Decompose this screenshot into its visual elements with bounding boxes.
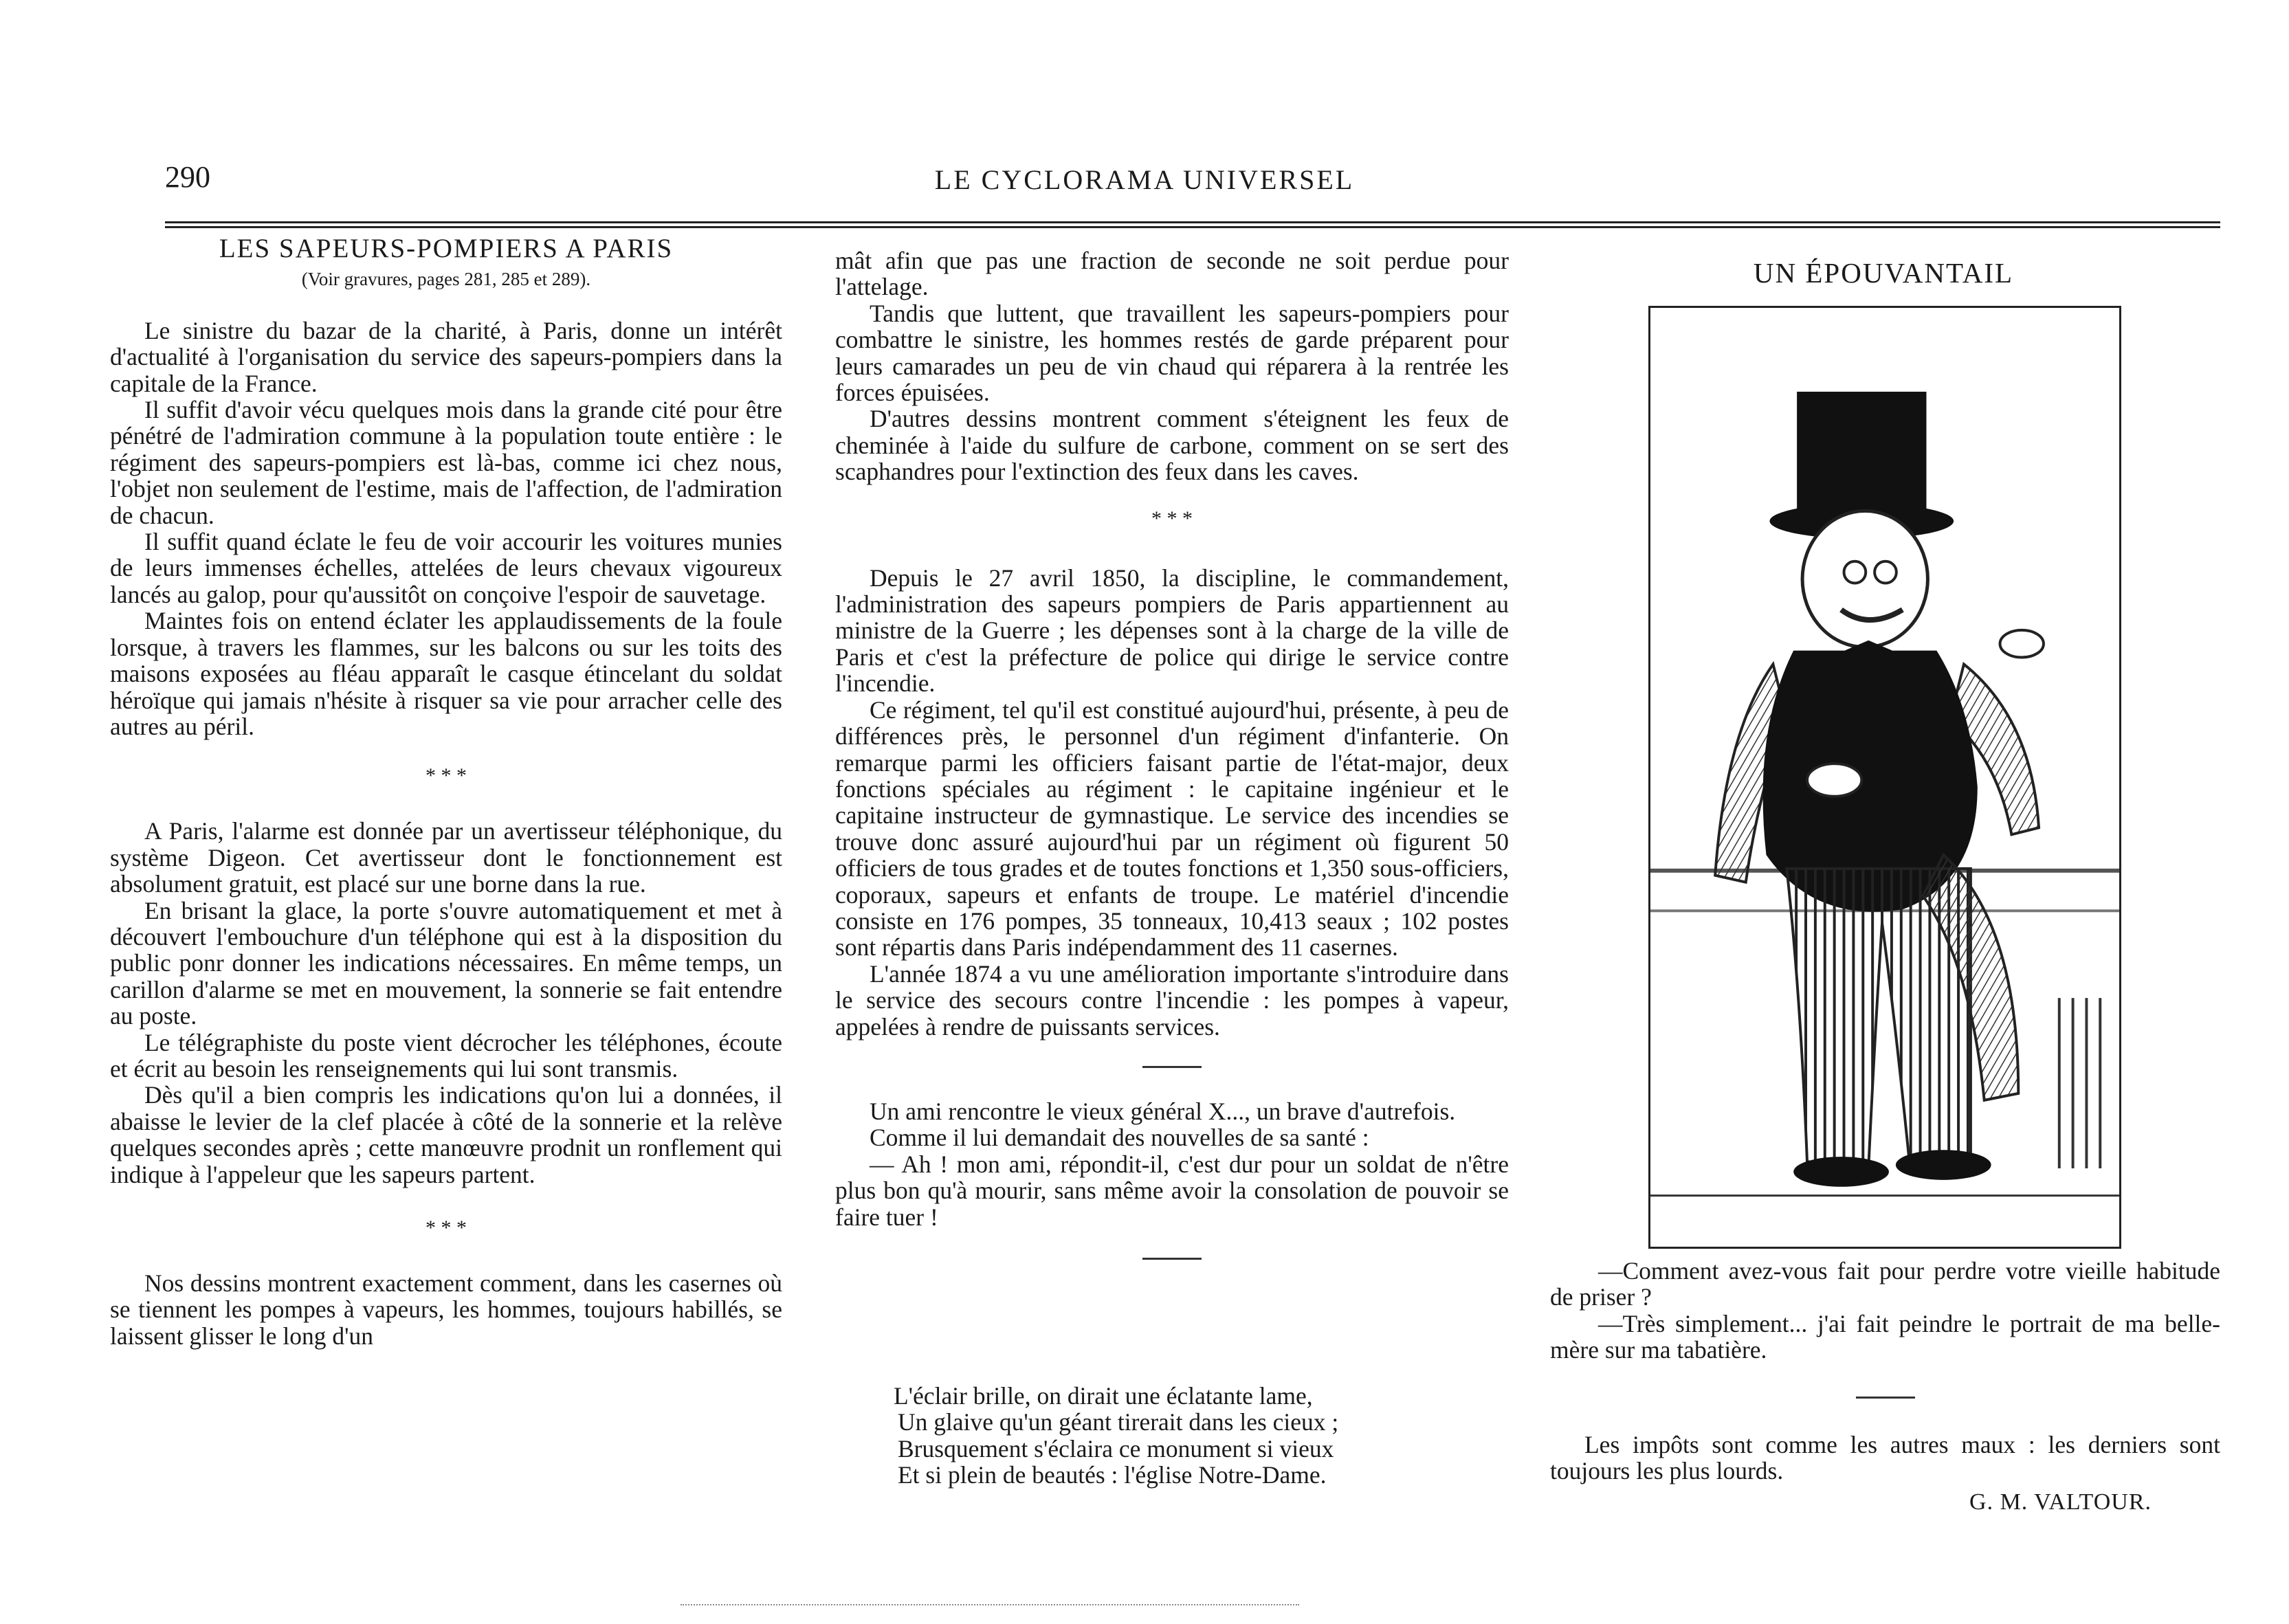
gentleman-in-top-hat-illustration bbox=[1648, 306, 2121, 1249]
poem-line: L'éclair brille, on dirait une éclatante lame, bbox=[894, 1382, 1313, 1410]
paragraph: Il suffit quand éclate le feu de voir accourir les voitures munies de leurs immenses échelles, attelées de leurs chevaux vigoureux lancés au galop, pour qu'aussitôt on conçoive l'espoir de sauvetage. bbox=[110, 528, 782, 608]
paragraph: En brisant la glace, la porte s'ouvre automatiquement et met à découvert l'embouchure d'un téléphone qui est à la disposition du public ponr donner les indications nécessaires. En même temps, un carillon d'alarme se met en mouvement, la sonnerie se fait entendre au poste. bbox=[110, 896, 782, 1030]
paragraph: A Paris, l'alarme est donnée par un avertisseur téléphonique, du système Digeon. Cet avertisseur dont le fonctionnement est absolument gratuit, est placé sur une borne dans la rue. bbox=[110, 817, 782, 898]
separator-rule bbox=[1856, 1397, 1915, 1399]
paragraph: Il suffit d'avoir vécu quelques mois dans la grande cité pour être pénétré de l'admiration commune à la population toute entière : le régiment des sapeurs-pompiers est là-bas, comme ici chez nous, l'objet non seulement de l'estime, mais de l'affection, de l'admiration de chacun. bbox=[110, 396, 782, 529]
separator-rule bbox=[1142, 1258, 1202, 1260]
poem-line: Un glaive qu'un géant tirerait dans les cieux ; bbox=[898, 1408, 1339, 1436]
paragraph: Maintes fois on entend éclater les applaudissements de la foule lorsque, à travers les flammes, sur les balcons ou sur les toits des maisons exposées au fléau apparaît le casque étincelant du soldat héroïque qui jamais n'hésite à risquer sa vie pour arracher celle des autres au péril. bbox=[110, 607, 782, 740]
paragraph: Le télégraphiste du poste vient décrocher les téléphones, écoute et écrit au besoin les renseignements qui lui sont transmis. bbox=[110, 1028, 782, 1082]
column-left bbox=[110, 236, 782, 1349]
paragraph: Un ami rencontre le vieux général X..., un brave d'autrefois. bbox=[870, 1097, 1456, 1125]
section-stars: * * * bbox=[1151, 507, 1193, 530]
poem bbox=[894, 1383, 1338, 1489]
maxim: Les impôts sont comme les autres maux : les derniers sont toujours les plus lourds. bbox=[1550, 1430, 2220, 1485]
epouvantail-title: UN ÉPOUVANTAIL bbox=[1753, 257, 2014, 289]
section-stars: * * * bbox=[425, 1216, 467, 1239]
paragraph: Nos dessins montrent exactement comment, dans les casernes où se tiennent les pompes à vapeurs, les hommes, toujours habillés, se laissent glisser le long d'un bbox=[110, 1269, 782, 1350]
paragraph: Tandis que luttent, que travaillent les sapeurs-pompiers pour combattre le sinistre, les hommes restés de garde préparent pour leurs camarades un peu de vin chaud qui réparera à la rentrée les forces épuisées. bbox=[835, 299, 1509, 407]
column-right-text bbox=[1550, 1258, 2220, 1516]
paragraph: Depuis le 27 avril 1850, la discipline, le commandement, l'administration des sapeurs pompiers de Paris appartiennent au ministre de la Guerre ; les dépenses sont à la charge de la ville de Paris et c'est la préfecture de police qui dirige le service contre l'incendie. bbox=[835, 564, 1509, 698]
paragraph: D'autres dessins montrent comment s'éteignent les feux de cheminée à l'aide du sulfure de carbone, comment on se sert des scaphandres pour l'extinction des feux dans les caves. bbox=[835, 405, 1509, 486]
signature: G. M. VALTOUR. bbox=[1969, 1489, 2152, 1515]
paragraph: Dès qu'il a bien compris les indications qu'on lui a données, il abaisse le levier de la clef placée à côté de la sonnerie et la relève quelques secondes après ; cette manœuvre prodnit un ronflement qui indique à l'appeleur que les sapeurs partent. bbox=[110, 1081, 782, 1188]
paragraph: L'année 1874 a vu une amélioration importante s'introduire dans le service des secours contre l'incendie : les pompes à vapeur, appelées à rendre de puissants services. bbox=[835, 959, 1509, 1041]
header-rule-bottom bbox=[165, 226, 2220, 228]
header-rule-top bbox=[165, 221, 2220, 223]
running-title: LE CYCLORAMA UNIVERSEL bbox=[934, 164, 1355, 195]
article-title: LES SAPEURS-POMPIERS A PARIS bbox=[219, 234, 674, 263]
paragraph: — Ah ! mon ami, répondit-il, c'est dur pour un soldat de n'être plus bon qu'à mourir, sans même avoir la consolation de pouvoir se faire tuer ! bbox=[835, 1150, 1509, 1231]
paragraph: mât afin que pas une fraction de seconde ne soit perdue pour l'attelage. bbox=[835, 247, 1509, 301]
article-subtitle: (Voir gravures, pages 281, 285 et 289). bbox=[301, 269, 591, 290]
paragraph: Comme il lui demandait des nouvelles de sa santé : bbox=[870, 1124, 1369, 1152]
poem-line: Et si plein de beautés : l'église Notre-Dame. bbox=[898, 1461, 1327, 1489]
separator-rule bbox=[1142, 1066, 1202, 1068]
paragraph: Ce régiment, tel qu'il est constitué aujourd'hui, présente, à peu de différences près, le personnel d'un régiment d'infanterie. On remarque parmi les officiers faisant partie de l'état-major, deux fonctions spéciales au régiment : le capitaine ingénieur et le capitaine instructeur de gymnastique. Le service des incendies se trouve donc assuré aujourd'hui par un régiment où figurent 50 officiers de tous grades et de toutes fonctions et 1,350 sous-officiers, coporaux, sapeurs et enfants de troupe. Le matériel d'incendie consiste en 176 pompes, 35 tonneaux, 10,413 seaux ; 102 postes sont répartis dans Paris indépendamment des 11 casernes. bbox=[835, 696, 1509, 961]
column-right bbox=[1550, 257, 2217, 289]
dialogue-line: —Très simplement... j'ai fait peindre le portrait de ma belle-mère sur ma tabatière. bbox=[1550, 1309, 2220, 1364]
column-middle bbox=[835, 247, 1509, 1260]
page-number: 290 bbox=[165, 160, 210, 194]
paragraph: Le sinistre du bazar de la charité, à Paris, donne un intérêt d'actualité à l'organisation du service des sapeurs-pompiers dans la capitale de la France. bbox=[110, 316, 782, 397]
dialogue-line: —Comment avez-vous fait pour perdre votre vieille habitude de priser ? bbox=[1550, 1257, 2220, 1311]
footer-dotted-line bbox=[681, 1604, 1299, 1605]
poem-line: Brusquement s'éclaira ce monument si vieux bbox=[898, 1434, 1334, 1462]
section-stars: * * * bbox=[425, 764, 467, 788]
